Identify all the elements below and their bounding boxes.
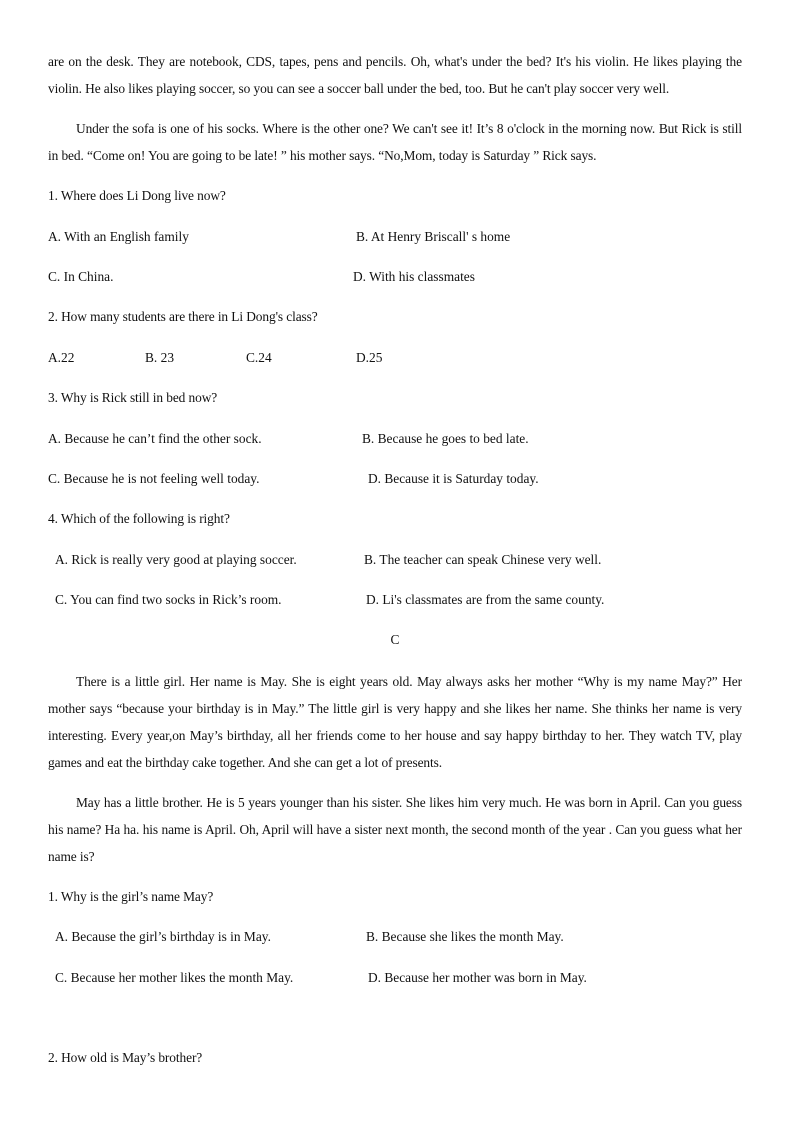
- question-b1-option-c: C. In China.: [48, 269, 114, 284]
- question-b4-option-c: C. You can find two socks in Rick’s room.: [55, 592, 282, 607]
- question-b1-option-b: B. At Henry Briscall' s home: [356, 229, 511, 244]
- question-b2-option-d: D.25: [356, 350, 383, 365]
- question-b4-option-a: A. Rick is really very good at playing soccer.: [55, 552, 297, 567]
- question-c1-option-a: A. Because the girl’s birthday is in May.: [55, 929, 271, 944]
- question-b4-option-b: B. The teacher can speak Chinese very well.: [364, 552, 602, 567]
- question-b1-option-d: D. With his classmates: [353, 269, 475, 284]
- section-c-heading: C: [390, 632, 400, 647]
- section-c-paragraph-1: There is a little girl. Her name is May. She is eight years old. May always asks her mother “Why is my name May?” Her mother says “because your birthday is in May.” The little girl is very happy and she likes her name. She thinks her name is very interesting. Every year,on May’s birthday, all her friends come to her house and say happy birthday to her. They watch TV, play games and eat the birthday cake together. And she can get a lot of presents.: [48, 674, 742, 770]
- question-b2: 2. How many students are there in Li Dong's class?: [48, 309, 318, 324]
- question-c2: 2. How old is May’s brother?: [48, 1050, 203, 1065]
- question-b3-option-a: A. Because he can’t find the other sock.: [48, 431, 262, 446]
- question-c1: 1. Why is the girl’s name May?: [48, 889, 214, 904]
- question-b2-option-c: C.24: [246, 350, 272, 365]
- question-b1: 1. Where does Li Dong live now?: [48, 188, 226, 203]
- question-b4-option-d: D. Li's classmates are from the same county.: [366, 592, 605, 607]
- question-c1-option-c: C. Because her mother likes the month May.: [55, 970, 294, 985]
- section-c-paragraph-2: May has a little brother. He is 5 years younger than his sister. She likes him very much. He was born in April. Can you guess his name? Ha ha. his name is April. Oh, April will have a sister next month, the second month of the year . Can you guess what her name is?: [48, 795, 742, 864]
- question-b3-option-c: C. Because he is not feeling well today.: [48, 471, 260, 486]
- passage-b-paragraph-1: are on the desk. They are notebook, CDS, tapes, pens and pencils. Oh, what's under the bed? It's his violin. He likes playing the violin. He also likes playing soccer, so you can see a soccer ball under the bed, too. But he can't play soccer very well.: [48, 54, 742, 96]
- question-c1-option-d: D. Because her mother was born in May.: [368, 970, 587, 985]
- question-b1-option-a: A. With an English family: [48, 229, 189, 244]
- question-b3: 3. Why is Rick still in bed now?: [48, 390, 218, 405]
- question-b2-option-a: A.22: [48, 350, 75, 365]
- question-b4: 4. Which of the following is right?: [48, 511, 230, 526]
- passage-b-paragraph-2: Under the sofa is one of his socks. Where is the other one? We can't see it! It’s 8 o'clock in the morning now. But Rick is still in bed. “Come on! You are going to be late! ” his mother says. “No,Mom, today is Saturday ” Rick says.: [48, 121, 742, 163]
- question-b3-option-d: D. Because it is Saturday today.: [368, 471, 539, 486]
- question-b2-option-b: B. 23: [145, 350, 175, 365]
- question-b3-option-b: B. Because he goes to bed late.: [362, 431, 529, 446]
- question-c1-option-b: B. Because she likes the month May.: [366, 929, 564, 944]
